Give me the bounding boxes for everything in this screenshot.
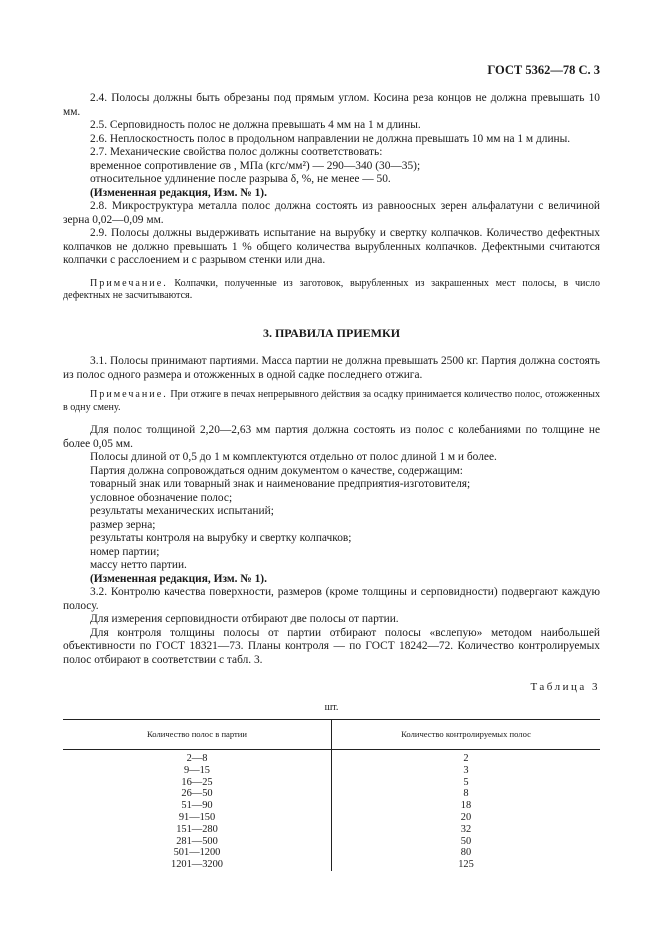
- note-1: [63, 278, 600, 303]
- controlled-count-cell: 2: [463, 753, 469, 764]
- table-row: [63, 777, 600, 789]
- paragraph-2-9: 2.9. Полосы должны выдерживать испытание на вырубку и свертку колпачков. Количество дефектных колпачков не должно превышать 1 % общего количества вырубленных колпачков. Дефектными считаются колпачки с расслоением и с разрывом стенки или дна.: [63, 227, 600, 266]
- thickness-paragraph: Для полос толщиной 2,20—2,63 мм партия должна состоять из полос с колебаниями по толщине не более 0,05 мм.: [63, 424, 600, 450]
- controlled-count-cell: 20: [460, 811, 472, 823]
- paragraph-3-1: 3.1. Полосы принимают партиями. Масса партии не должна превышать 2500 кг. Партия должна состоять из полос одного размера и отожженных в одной садке последнего отжига.: [63, 355, 600, 381]
- table-row: [63, 800, 600, 812]
- lot-size-cell: 9—15: [63, 765, 332, 777]
- doc-item: условное обозначение полос;: [90, 491, 233, 504]
- lot-size-cell: 1201—3200: [63, 859, 332, 871]
- lot-size-cell: 2—8: [63, 750, 332, 765]
- lot-size-cell: 151—280: [63, 824, 332, 836]
- table-row: [63, 824, 600, 836]
- note-1-label: Примечание.: [90, 277, 168, 289]
- thickness-control-paragraph: Для контроля толщины полосы от партии отбирают полосы «вслепую» методом наибольшей объективности по ГОСТ 18321—73. Планы контроля — по ГОСТ 18242—72. Количество контролируемых полос отбирают в соответствии с табл. 3.: [63, 626, 600, 666]
- controlled-count-cell: 80: [460, 847, 472, 859]
- controlled-count-cell: 50: [460, 835, 472, 847]
- lot-size-cell: 16—25: [63, 777, 332, 789]
- edit-note-1: (Измененная редакция, Изм. № 1).: [90, 186, 267, 199]
- table-row: [63, 859, 600, 871]
- table-row: [63, 847, 600, 859]
- paragraph-2-6: 2.6. Неплоскостность полос в продольном направлении не должна превышать 10 мм на 1 м длины.: [90, 132, 571, 145]
- sampling-table: [63, 719, 600, 871]
- paragraph-2-7: 2.7. Механические свойства полос должны соответствовать:: [90, 146, 383, 158]
- doc-item: результаты контроля на вырубку и свертку колпачков;: [90, 532, 352, 544]
- document-paragraph: Партия должна сопровождаться одним документом о качестве, содержащим:: [90, 464, 463, 477]
- table-row: [63, 836, 600, 848]
- section-3-title: 3. ПРАВИЛА ПРИЕМКИ: [262, 325, 401, 340]
- note-1-text: Колпачки, полученные из заготовок, вырубленных из закрашенных мест полосы, в число дефектных не засчитываются.: [63, 277, 600, 301]
- doc-item: размер зерна;: [90, 518, 156, 531]
- lot-size-cell: 26—50: [63, 788, 332, 800]
- table-row: [63, 812, 600, 824]
- table-row: [63, 788, 600, 800]
- edit-note-2: (Измененная редакция, Изм. № 1).: [90, 572, 267, 585]
- paragraph-3-2: 3.2. Контролю качества поверхности, размеров (кроме толщины и серповидности) подвергают каждую полосу.: [63, 586, 600, 612]
- note-2-text: При отжиге в печах непрерывного действия за осадку принимается количество полос, отожженных в одну смену.: [63, 389, 600, 413]
- controlled-count-cell: 32: [460, 823, 472, 835]
- paragraph-2-4: 2.4. Полосы должны быть обрезаны под прямым углом. Косина реза концов не должна превышать 10 мм.: [63, 92, 600, 118]
- elongation-line: относительное удлинение после разрыва δ, %, не менее — 50.: [90, 173, 391, 185]
- doc-item: массу нетто партии.: [90, 559, 187, 571]
- controlled-count-cell: 5: [463, 776, 469, 788]
- table-unit: шт.: [324, 701, 339, 713]
- paragraph-2-8: 2.8. Микроструктура металла полос должна состоять из равноосных зерен альфалатуни с величиной зерна 0,02—0,09 мм.: [63, 200, 600, 226]
- controlled-count-cell: 125: [458, 859, 474, 871]
- lot-size-cell: 91—150: [63, 812, 332, 824]
- document-body: [63, 92, 600, 871]
- table-caption: Таблица 3: [530, 681, 600, 693]
- lot-size-cell: 501—1200: [63, 847, 332, 859]
- controlled-count-cell: 3: [463, 764, 469, 776]
- length-paragraph: Полосы длиной от 0,5 до 1 м комплектуются отдельно от полос длиной 1 м и более.: [90, 451, 497, 463]
- table-row: [63, 765, 600, 777]
- lot-size-cell: 281—500: [63, 836, 332, 848]
- camber-paragraph: Для измерения серповидности отбирают две полосы от партии.: [90, 613, 399, 625]
- table-row: [63, 750, 600, 765]
- note-2: [63, 389, 600, 414]
- table-header-lot-size: Количество полос в партии: [63, 720, 332, 750]
- page-header: ГОСТ 5362—78 С. 3: [487, 63, 600, 77]
- lot-size-cell: 51—90: [63, 800, 332, 812]
- table-header-controlled: Количество контролируемых полос: [332, 720, 601, 750]
- table-header-row: [63, 720, 600, 750]
- controlled-count-cell: 8: [463, 788, 469, 800]
- doc-item: номер партии;: [90, 545, 160, 558]
- doc-item: товарный знак или товарный знак и наименование предприятия-изготовителя;: [90, 478, 471, 490]
- tensile-strength-line: временное сопротивление σв , МПа (кгс/мм²) — 290—340 (30—35);: [90, 159, 421, 172]
- doc-item: результаты механических испытаний;: [90, 505, 274, 517]
- controlled-count-cell: 18: [460, 800, 472, 812]
- paragraph-2-5: 2.5. Серповидность полос не должна превышать 4 мм на 1 м длины.: [90, 119, 421, 131]
- note-2-label: Примечание.: [90, 389, 168, 400]
